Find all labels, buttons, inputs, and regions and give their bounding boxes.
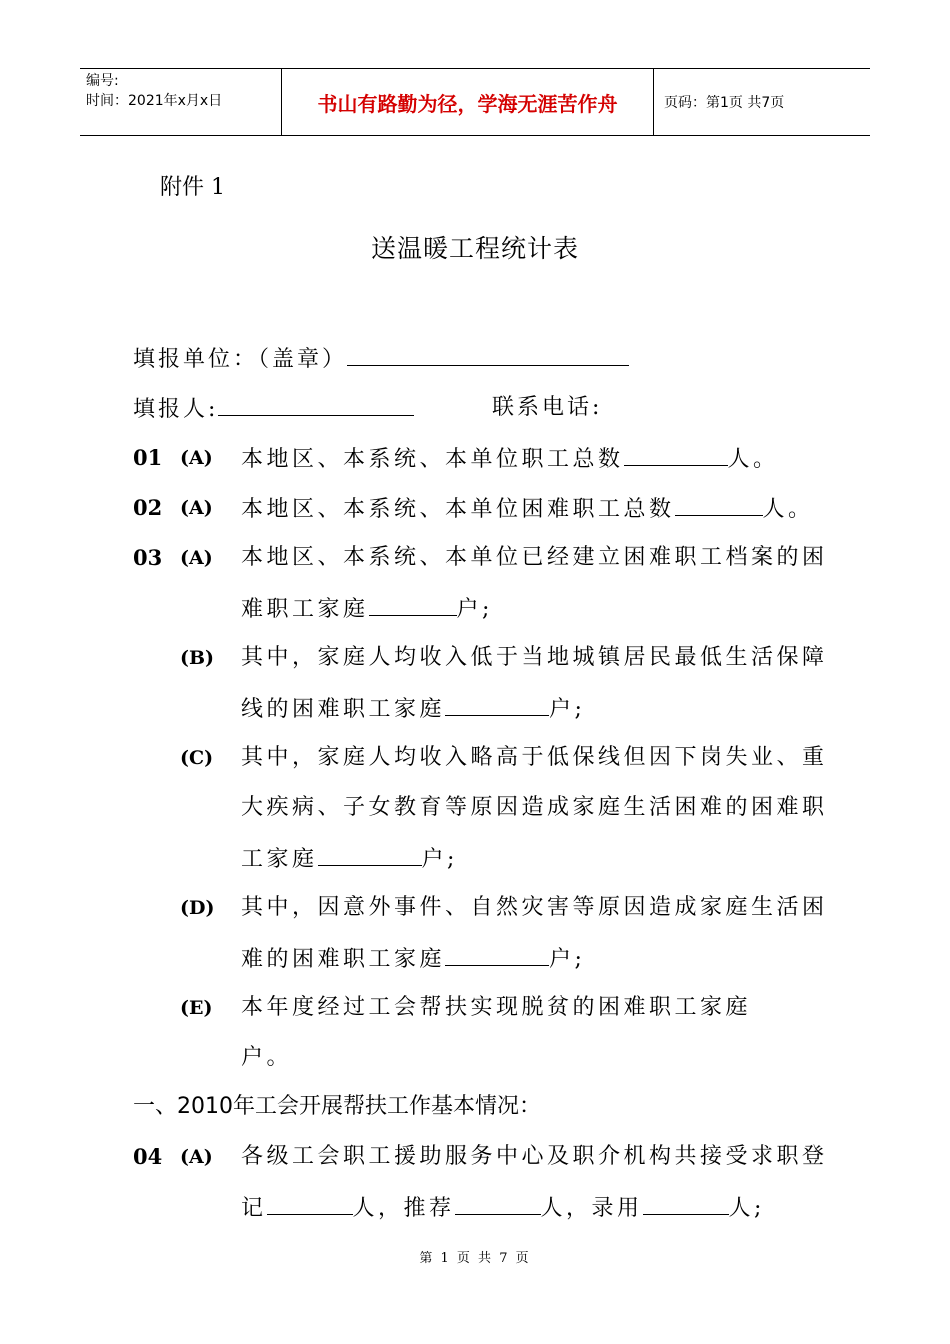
recommend-count-field[interactable]	[455, 1192, 541, 1215]
item-03c-unit: 户;	[421, 847, 458, 872]
item-03d-unit: 户;	[549, 947, 586, 972]
page-title: 送温暖工程统计表	[370, 234, 579, 263]
item-01a-line	[241, 443, 779, 475]
item-04a-text-d: 人;	[728, 1196, 765, 1221]
item-03c-text-line2: 大疾病、子女教育等原因造成家庭生活困难的困难职	[241, 795, 828, 820]
item-sub-02a: (A)	[180, 497, 213, 519]
item-01a-field[interactable]	[624, 443, 728, 466]
header-motto: 书山有路勤为径，学海无涯苦作舟	[282, 69, 654, 135]
item-04a-text-c: 人，录用	[540, 1196, 643, 1221]
unit-line	[133, 343, 629, 375]
item-03a-field[interactable]	[369, 593, 457, 616]
item-03b-text-line1: 其中，家庭人均收入低于当地城镇居民最低生活保障	[241, 645, 828, 670]
item-03b-line2	[241, 693, 585, 725]
item-03b-unit: 户;	[549, 697, 586, 722]
item-04a-text-line1: 各级工会职工援助服务中心及职介机构共接受求职登	[241, 1144, 828, 1169]
document-date-label: 时间：2021年x月x日	[86, 93, 223, 109]
header-page-number: 页码：第1页 共7页	[664, 95, 785, 111]
item-01a-text: 本地区、本系统、本单位职工总数	[241, 447, 624, 472]
item-code-02: 02	[133, 495, 163, 520]
item-03c-field[interactable]	[318, 843, 422, 866]
item-03b-text-line2: 线的困难职工家庭	[241, 697, 446, 722]
item-sub-03c: (C)	[180, 747, 214, 769]
item-03d-text-line2: 难的困难职工家庭	[241, 947, 446, 972]
item-01a-unit: 人。	[727, 447, 779, 472]
item-03d-field[interactable]	[445, 943, 549, 966]
phone-label: 联系电话:	[492, 395, 603, 420]
item-code-04: 04	[133, 1144, 163, 1169]
item-03b-field[interactable]	[445, 693, 549, 716]
register-count-field[interactable]	[267, 1192, 353, 1215]
item-code-03: 03	[133, 545, 163, 570]
item-03a-text-line1: 本地区、本系统、本单位已经建立困难职工档案的困	[241, 545, 828, 570]
page-header	[80, 68, 870, 136]
item-03e-text-line1: 本年度经过工会帮扶实现脱贫的困难职工家庭	[241, 995, 752, 1020]
item-03d-line2	[241, 943, 585, 975]
hired-count-field[interactable]	[643, 1192, 729, 1215]
item-03c-text-line3: 工家庭	[241, 847, 318, 872]
item-02a-text: 本地区、本系统、本单位困难职工总数	[241, 497, 675, 522]
person-line	[133, 393, 414, 425]
item-03a-text-line2: 难职工家庭	[241, 597, 369, 622]
item-code-01: 01	[133, 445, 163, 470]
page-footer: 第 1 页 共 7 页	[419, 1251, 531, 1266]
item-03a-unit: 户;	[456, 597, 493, 622]
item-03c-text-line1: 其中，家庭人均收入略高于低保线但因下岗失业、重	[241, 745, 828, 770]
item-03d-text-line1: 其中，因意外事件、自然灾害等原因造成家庭生活困	[241, 895, 828, 920]
item-03c-line3	[241, 843, 458, 875]
person-field[interactable]	[218, 393, 414, 416]
document-number-label: 编号:	[86, 73, 119, 89]
item-04a-text-b: 人，推荐	[352, 1196, 455, 1221]
item-sub-03a: (A)	[180, 547, 213, 569]
item-03e-unit: 户。	[241, 1045, 293, 1070]
item-sub-03e: (E)	[180, 997, 213, 1019]
item-sub-01a: (A)	[180, 447, 213, 469]
item-02a-field[interactable]	[675, 493, 763, 516]
item-sub-04a: (A)	[180, 1146, 213, 1168]
header-meta	[80, 69, 282, 135]
unit-field[interactable]	[347, 343, 629, 366]
person-label: 填报人:	[133, 397, 219, 422]
section-heading: 一、2010年工会开展帮扶工作基本情况：	[133, 1094, 541, 1119]
item-03a-line2	[241, 593, 493, 625]
annex-label: 附件 1	[160, 175, 225, 200]
item-sub-03b: (B)	[180, 647, 215, 669]
item-02a-line	[241, 493, 814, 525]
item-sub-03d: (D)	[180, 897, 215, 919]
item-02a-unit: 人。	[762, 497, 814, 522]
unit-label: 填报单位：（盖章）	[133, 347, 348, 372]
item-04a-line2	[241, 1192, 765, 1224]
item-04a-text-a: 记	[241, 1196, 267, 1221]
